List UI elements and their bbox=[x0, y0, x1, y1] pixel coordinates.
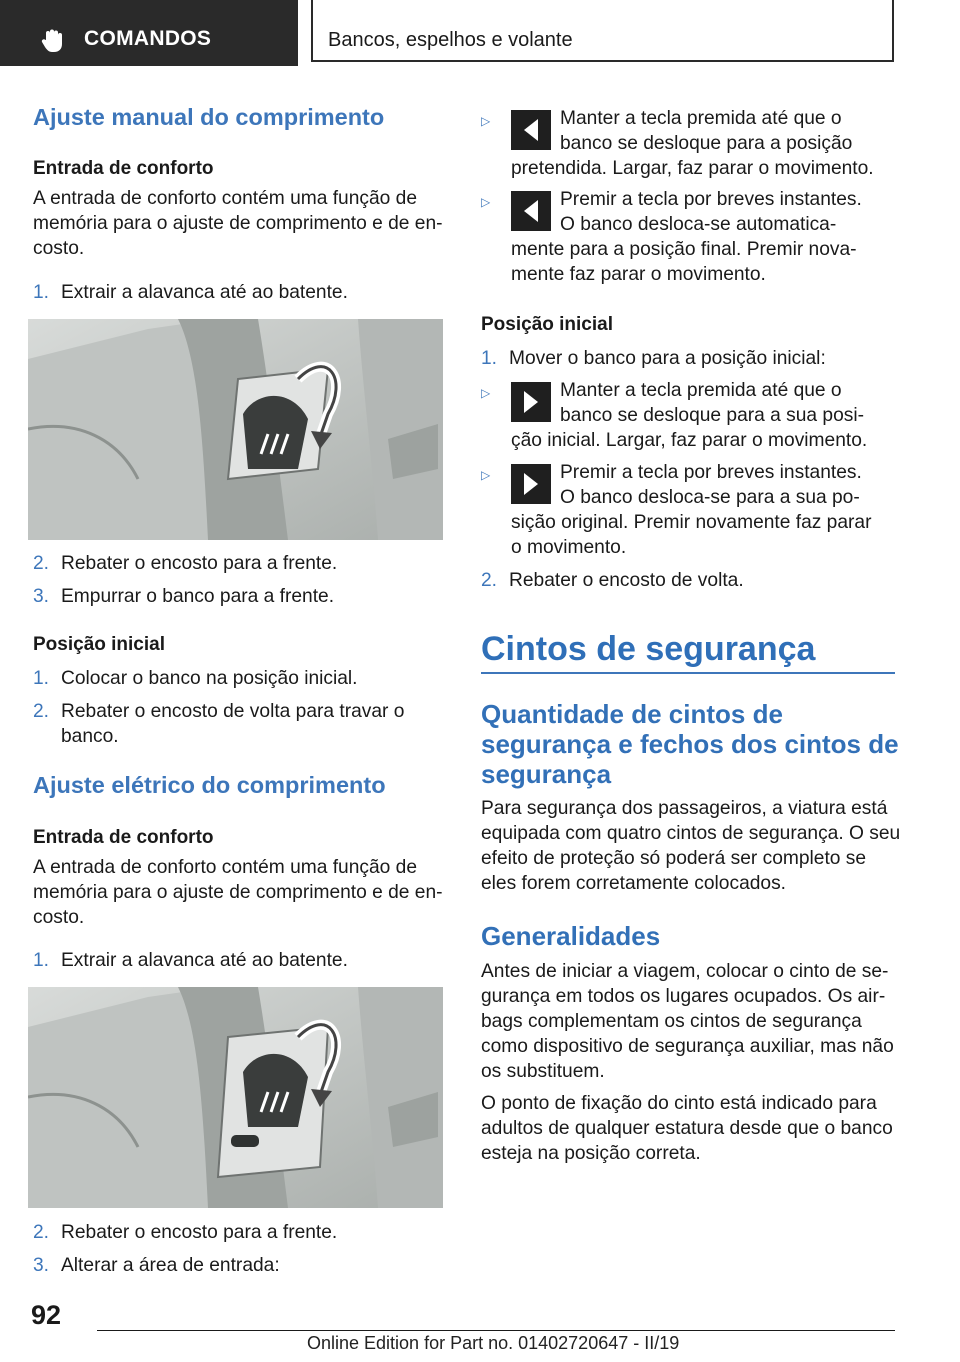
list-item bbox=[33, 584, 443, 609]
text-line: bags complementam os cintos de segurança bbox=[481, 1011, 862, 1032]
list-text: Mover o banco para a posição inicial: bbox=[509, 348, 826, 369]
list-item bbox=[33, 551, 443, 576]
page-number: 92 bbox=[31, 1300, 62, 1330]
list-item bbox=[33, 1220, 443, 1245]
bullet-text: banco se desloque para a sua posi- bbox=[560, 405, 865, 426]
list-number: 1. bbox=[33, 282, 50, 303]
text-line: esteja na posição correta. bbox=[481, 1143, 701, 1164]
text-line: memória para o ajuste de comprimento e de en- bbox=[33, 882, 443, 903]
text-line: como dispositivo de segurança auxiliar, mas não bbox=[481, 1036, 894, 1057]
footer-rule bbox=[97, 1330, 895, 1331]
paragraph-comfort-entry bbox=[33, 186, 453, 261]
seat-lever-photo bbox=[28, 319, 443, 540]
list-item bbox=[481, 346, 895, 371]
paragraph-comfort-entry bbox=[33, 855, 453, 930]
heading-electric-adjust: Ajuste elétrico do comprimento bbox=[33, 772, 386, 798]
seat-lever-button-photo bbox=[28, 987, 443, 1208]
text-line: memória para o ajuste de comprimento e de en- bbox=[33, 213, 443, 234]
section-tab[interactable] bbox=[0, 0, 298, 66]
text-line: A entrada de conforto contém uma função de bbox=[33, 188, 418, 209]
paragraph-anchor-point bbox=[481, 1091, 901, 1166]
subheading-initial-position: Posição inicial bbox=[33, 634, 165, 655]
chapter-label: Bancos, espelhos e volante bbox=[328, 29, 573, 51]
text-line: Para segurança dos passageiros, a viatura está bbox=[481, 798, 888, 819]
text-line: costo. bbox=[33, 238, 85, 259]
text-line: A entrada de conforto contém uma função de bbox=[33, 857, 418, 878]
list-number: 1. bbox=[481, 348, 498, 369]
bullet-text: Premir a tecla por breves instantes. bbox=[560, 189, 862, 210]
list-number: 1. bbox=[33, 668, 50, 689]
heading-general: Generalidades bbox=[481, 921, 661, 951]
subheading-comfort-entry: Entrada de conforto bbox=[33, 158, 214, 179]
list-text: Rebater o encosto de volta. bbox=[509, 570, 744, 591]
triangle-bullet-icon: ▷ bbox=[481, 114, 491, 128]
triangle-bullet-icon: ▷ bbox=[481, 195, 491, 209]
list-number: 3. bbox=[33, 1255, 50, 1276]
list-number: 2. bbox=[33, 553, 50, 574]
heading-rule bbox=[481, 672, 895, 674]
list-item bbox=[33, 948, 443, 973]
arrow-left-button-icon bbox=[511, 191, 551, 231]
list-text: Extrair a alavanca até ao batente. bbox=[61, 950, 348, 971]
heading-line: Quantidade de cintos de bbox=[481, 699, 783, 729]
bullet-text: O banco desloca-se para a sua po- bbox=[560, 487, 860, 508]
text-line: costo. bbox=[33, 907, 85, 928]
arrow-right-button-icon bbox=[511, 382, 551, 422]
text-line: efeito de proteção só poderá ser completo se bbox=[481, 848, 867, 869]
footer-edition: Online Edition for Part no. 01402720647 - II/19 bbox=[307, 1333, 680, 1353]
hand-icon bbox=[40, 28, 66, 54]
list-text: Rebater o encosto para a frente. bbox=[61, 553, 338, 574]
list-text: Empurrar o banco para a frente. bbox=[61, 586, 335, 607]
list-item bbox=[481, 568, 895, 593]
text-line: eles forem corretamente colocados. bbox=[481, 873, 787, 894]
heading-belt-quantity bbox=[481, 699, 901, 789]
bullet-text: mente faz parar o movimento. bbox=[511, 264, 766, 285]
text-line: O ponto de fixação do cinto está indicado para bbox=[481, 1093, 877, 1114]
text-line: gurança em todos os lugares ocupados. Os air- bbox=[481, 986, 886, 1007]
list-text: Rebater o encosto de volta para travar o bbox=[61, 701, 405, 722]
list-text: Alterar a área de entrada: bbox=[61, 1255, 280, 1276]
triangle-bullet-icon: ▷ bbox=[481, 468, 491, 482]
list-text: Rebater o encosto para a frente. bbox=[61, 1222, 338, 1243]
list-item bbox=[33, 699, 443, 749]
text-line: Antes de iniciar a viagem, colocar o cinto de se- bbox=[481, 961, 889, 982]
subheading-comfort-entry: Entrada de conforto bbox=[33, 827, 214, 848]
paragraph-general bbox=[481, 959, 901, 1084]
list-number: 1. bbox=[33, 950, 50, 971]
list-text: Colocar o banco na posição inicial. bbox=[61, 668, 358, 689]
section-label: COMANDOS bbox=[84, 27, 212, 50]
bullet-item bbox=[481, 460, 895, 560]
bullet-text: Manter a tecla premida até que o bbox=[560, 380, 842, 401]
triangle-bullet-icon: ▷ bbox=[481, 386, 491, 400]
list-text: Extrair a alavanca até ao batente. bbox=[61, 282, 348, 303]
text-line: os substituem. bbox=[481, 1061, 605, 1082]
heading-manual-adjust: Ajuste manual do comprimento bbox=[33, 104, 385, 130]
list-number: 2. bbox=[33, 1222, 50, 1243]
bullet-text: Premir a tecla por breves instantes. bbox=[560, 462, 862, 483]
arrow-right-button-icon bbox=[511, 464, 551, 504]
bullet-text: O banco desloca-se automatica- bbox=[560, 214, 837, 235]
paragraph-passenger-safety bbox=[481, 796, 901, 896]
text-line: equipada com quatro cintos de segurança. O seu bbox=[481, 823, 901, 844]
heading-line: segurança e fechos dos cintos de bbox=[481, 729, 899, 759]
bullet-text: ção inicial. Largar, faz parar o movimento. bbox=[511, 430, 868, 451]
list-number: 3. bbox=[33, 586, 50, 607]
chapter-tab[interactable] bbox=[311, 0, 894, 62]
bullet-item bbox=[481, 187, 895, 287]
bullet-text: o movimento. bbox=[511, 537, 627, 558]
list-number: 2. bbox=[33, 701, 50, 722]
list-item bbox=[33, 1253, 443, 1278]
bullet-text: banco se desloque para a posição bbox=[560, 133, 853, 154]
subheading-initial-position: Posição inicial bbox=[481, 314, 613, 335]
arrow-left-button-icon bbox=[511, 110, 551, 150]
list-item bbox=[33, 280, 443, 305]
text-line: adultos de qualquer estatura desde que o banco bbox=[481, 1118, 893, 1139]
list-text: banco. bbox=[61, 726, 119, 747]
heading-line: segurança bbox=[481, 759, 612, 789]
bullet-text: pretendida. Largar, faz parar o movimento. bbox=[511, 158, 874, 179]
bullet-text: sição original. Premir novamente faz parar bbox=[511, 512, 872, 533]
bullet-text: Manter a tecla premida até que o bbox=[560, 108, 842, 129]
bullet-text: mente para a posição final. Premir nova- bbox=[511, 239, 857, 260]
list-item bbox=[33, 666, 443, 691]
heading-seat-belts: Cintos de segurança bbox=[481, 630, 816, 668]
list-number: 2. bbox=[481, 570, 498, 591]
